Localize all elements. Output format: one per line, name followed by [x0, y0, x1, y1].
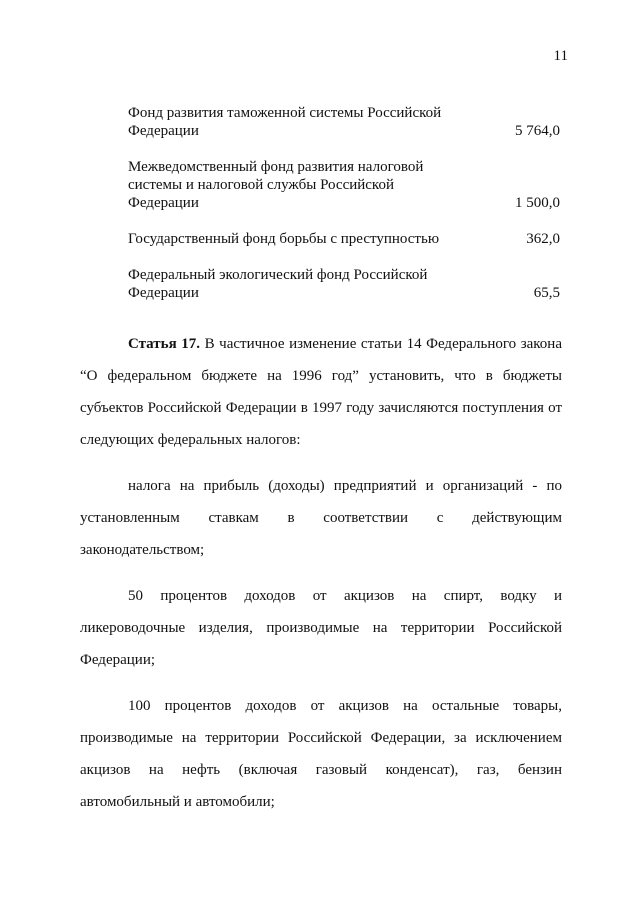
- fund-name: Фонд развития таможенной системы Российской Федерации: [128, 105, 442, 139]
- fund-amount: 65,5: [533, 285, 560, 301]
- fund-row: [128, 266, 560, 302]
- article-item-2: 50 процентов доходов от акцизов на спирт, водку и ликероводочные изделия, производимые на территории Российской Федерации;: [80, 588, 562, 668]
- fund-name: Межведомственный фонд развития налоговой системы и налоговой службы Российской Федерации: [128, 159, 424, 211]
- fund-row: [128, 104, 560, 140]
- article-heading: Статья 17.: [128, 336, 201, 352]
- article-item-3: 100 процентов доходов от акцизов на остальные товары, производимые на территории Российской Федерации, за исключением акцизов на нефть (включая газовый конденсат), газ, бензин автомобильный и автомобили;: [80, 698, 562, 810]
- article-item-1: налога на прибыль (доходы) предприятий и организаций - по установленным ставкам в соответствии с действующим законодательством;: [80, 478, 562, 558]
- fund-amount: 1 500,0: [515, 195, 560, 211]
- fund-row: [128, 158, 560, 212]
- fund-amount: 5 764,0: [515, 123, 560, 139]
- fund-name: Федеральный экологический фонд Российской Федерации: [128, 267, 428, 301]
- fund-row: [128, 230, 560, 248]
- fund-amount: 362,0: [526, 231, 560, 247]
- page-number: 11: [553, 48, 568, 64]
- funds-list: [128, 104, 560, 320]
- article-intro-text: В частичное изменение статьи 14 Федерального закона “О федеральном бюджете на 1996 год” установить, что в бюджеты субъектов Российской Федерации в 1997 году зачисляются поступления от следующих федеральных налогов:: [80, 336, 562, 448]
- article-intro-paragraph: [80, 328, 562, 456]
- article-17: [80, 328, 562, 818]
- fund-name: Государственный фонд борьбы с преступностью: [128, 231, 440, 247]
